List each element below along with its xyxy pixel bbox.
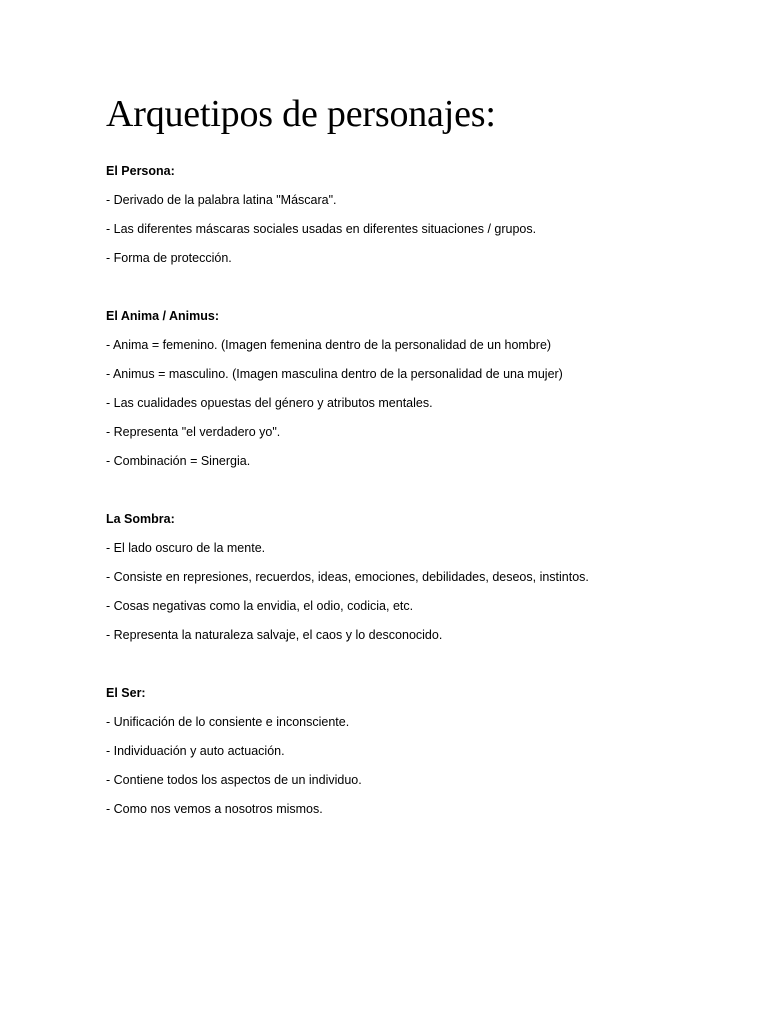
list-item: - Representa la naturaleza salvaje, el caos y lo desconocido. <box>106 628 443 642</box>
section-heading: La Sombra: <box>106 512 175 526</box>
list-item: - Representa "el verdadero yo". <box>106 425 281 439</box>
list-item: - Como nos vemos a nosotros mismos. <box>106 802 323 816</box>
list-item: - Consiste en represiones, recuerdos, ideas, emociones, debilidades, deseos, instintos. <box>106 570 589 584</box>
list-item: - Las cualidades opuestas del género y atributos mentales. <box>106 396 433 410</box>
list-item: - Contiene todos los aspectos de un individuo. <box>106 773 362 787</box>
list-item: - Unificación de lo consiente e inconsciente. <box>106 715 350 729</box>
list-item: - Animus = masculino. (Imagen masculina dentro de la personalidad de una mujer) <box>106 367 563 381</box>
list-item: - Cosas negativas como la envidia, el odio, codicia, etc. <box>106 599 414 613</box>
section-anima-animus <box>106 302 746 476</box>
list-item: - El lado oscuro de la mente. <box>106 541 266 555</box>
section-sombra <box>106 505 746 650</box>
list-item: - Las diferentes máscaras sociales usadas en diferentes situaciones / grupos. <box>106 222 537 236</box>
list-item: - Anima = femenino. (Imagen femenina dentro de la personalidad de un hombre) <box>106 338 552 352</box>
list-item: - Forma de protección. <box>106 251 232 265</box>
section-persona <box>106 157 746 273</box>
section-heading: El Ser: <box>106 686 146 700</box>
section-ser <box>106 679 746 824</box>
section-heading: El Persona: <box>106 164 175 178</box>
list-item: - Combinación = Sinergia. <box>106 454 251 468</box>
list-item: - Derivado de la palabra latina "Máscara". <box>106 193 337 207</box>
page-title: Arquetipos de personajes: <box>106 93 496 135</box>
list-item: - Individuación y auto actuación. <box>106 744 285 758</box>
section-heading: El Anima / Animus: <box>106 309 219 323</box>
